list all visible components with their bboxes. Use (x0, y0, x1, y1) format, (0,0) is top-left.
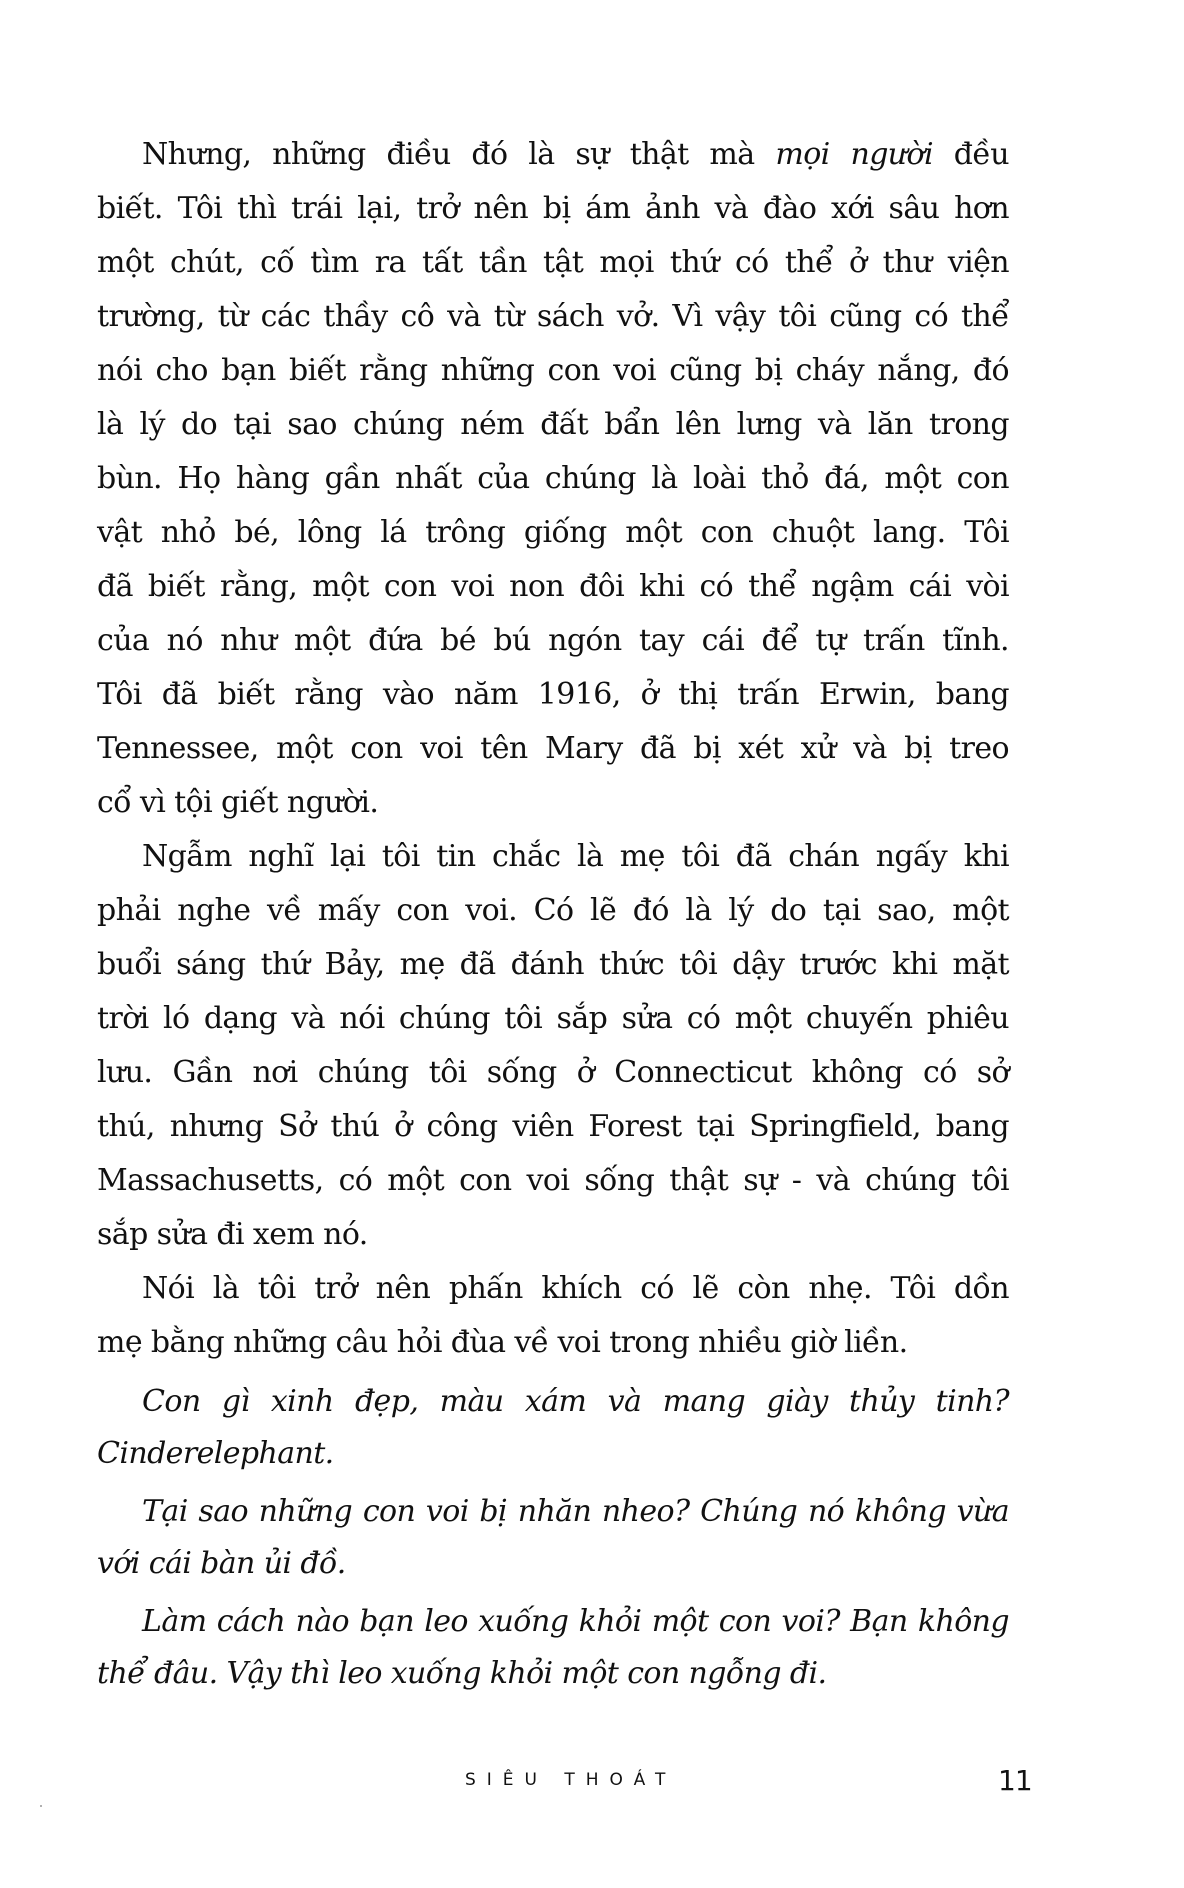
paragraph (97, 128, 1009, 830)
text-line (97, 344, 1009, 398)
emphasis-text: mọi người (775, 137, 933, 172)
joke-paragraph (97, 1596, 1009, 1700)
text-segment: Tennessee, một con voi tên Mary đã bị xét xử và bị treo (97, 731, 1009, 766)
text-segment: buổi sáng thứ Bảy, mẹ đã đánh thức tôi dậy trước khi mặt (97, 947, 1009, 982)
text-segment: Massachusetts, có một con voi sống thật sự - và chúng tôi (97, 1163, 1009, 1198)
text-segment: cổ vì tội giết người. (97, 785, 379, 820)
text-segment: thú, nhưng Sở thú ở công viên Forest tại Springfield, bang (97, 1109, 1009, 1144)
text-line (97, 1262, 1009, 1316)
text-line (97, 1046, 1009, 1100)
text-line (97, 182, 1009, 236)
text-line (97, 1376, 1009, 1428)
joke-paragraph (97, 1376, 1009, 1480)
text-segment: trời ló dạng và nói chúng tôi sắp sửa có một chuyến phiêu (97, 1001, 1009, 1036)
text-line (97, 1596, 1009, 1648)
text-segment: đều (933, 137, 1009, 172)
text-segment: bùn. Họ hàng gần nhất của chúng là loài thỏ đá, một con (97, 461, 1009, 496)
text-line (97, 992, 1009, 1046)
text-line (97, 1648, 1009, 1700)
text-segment: Nói là tôi trở nên phấn khích có lẽ còn nhẹ. Tôi dồn (142, 1271, 1009, 1306)
text-line (97, 830, 1009, 884)
text-line (97, 1208, 1009, 1262)
text-segment: Tôi đã biết rằng vào năm 1916, ở thị trấn Erwin, bang (97, 677, 1009, 712)
text-segment: phải nghe về mấy con voi. Có lẽ đó là lý do tại sao, một (97, 893, 1009, 928)
paragraph (97, 830, 1009, 1262)
text-line (97, 560, 1009, 614)
text-line (97, 128, 1009, 182)
text-line (97, 452, 1009, 506)
text-line (97, 722, 1009, 776)
page-number: 11 (998, 1764, 1032, 1797)
text-line (97, 506, 1009, 560)
text-line (97, 236, 1009, 290)
scan-speck (40, 1805, 42, 1807)
text-segment: là lý do tại sao chúng ném đất bẩn lên lưng và lăn trong (97, 407, 1009, 442)
paragraph (97, 1262, 1009, 1370)
text-segment: Con gì xinh đẹp, màu xám và mang giày thủy tinh? (142, 1384, 1009, 1419)
text-segment: đã biết rằng, một con voi non đôi khi có thể ngậm cái vòi (97, 569, 1009, 604)
text-line (97, 1486, 1009, 1538)
text-line (97, 776, 1009, 830)
text-line (97, 1316, 1009, 1370)
text-segment: Nhưng, những điều đó là sự thật mà (142, 137, 776, 172)
text-segment: trường, từ các thầy cô và từ sách vở. Vì vậy tôi cũng có thể (97, 299, 1009, 334)
text-segment: thể đâu. Vậy thì leo xuống khỏi một con ngỗng đi. (97, 1656, 827, 1691)
text-segment: của nó như một đứa bé bú ngón tay cái để tự trấn tĩnh. (97, 623, 1009, 658)
text-line (97, 884, 1009, 938)
text-line (97, 1100, 1009, 1154)
text-segment: vật nhỏ bé, lông lá trông giống một con chuột lang. Tôi (97, 515, 1009, 550)
text-line (97, 1154, 1009, 1208)
text-line (97, 290, 1009, 344)
text-segment: một chút, cố tìm ra tất tần tật mọi thứ có thể ở thư viện (97, 245, 1009, 280)
text-segment: biết. Tôi thì trái lại, trở nên bị ám ảnh và đào xới sâu hơn (97, 191, 1009, 226)
text-segment: Ngẫm nghĩ lại tôi tin chắc là mẹ tôi đã chán ngấy khi (142, 839, 1009, 874)
text-segment: Làm cách nào bạn leo xuống khỏi một con voi? Bạn không (142, 1604, 1009, 1639)
text-line (97, 614, 1009, 668)
body-text (97, 128, 1009, 1700)
text-line (97, 1428, 1009, 1480)
text-line (97, 1538, 1009, 1590)
text-segment: với cái bàn ủi đồ. (97, 1546, 346, 1581)
joke-paragraph (97, 1486, 1009, 1590)
text-line (97, 668, 1009, 722)
text-segment: Cinderelephant. (97, 1436, 334, 1471)
text-segment: mẹ bằng những câu hỏi đùa về voi trong nhiều giờ liền. (97, 1325, 908, 1360)
text-line (97, 398, 1009, 452)
text-segment: nói cho bạn biết rằng những con voi cũng bị cháy nắng, đó (97, 353, 1009, 388)
text-segment: Tại sao những con voi bị nhăn nheo? Chúng nó không vừa (142, 1494, 1009, 1529)
text-segment: lưu. Gần nơi chúng tôi sống ở Connecticut không có sở (97, 1055, 1009, 1090)
running-footer-title: SIÊU THOÁT (465, 1770, 677, 1790)
text-segment: sắp sửa đi xem nó. (97, 1217, 368, 1252)
text-line (97, 938, 1009, 992)
